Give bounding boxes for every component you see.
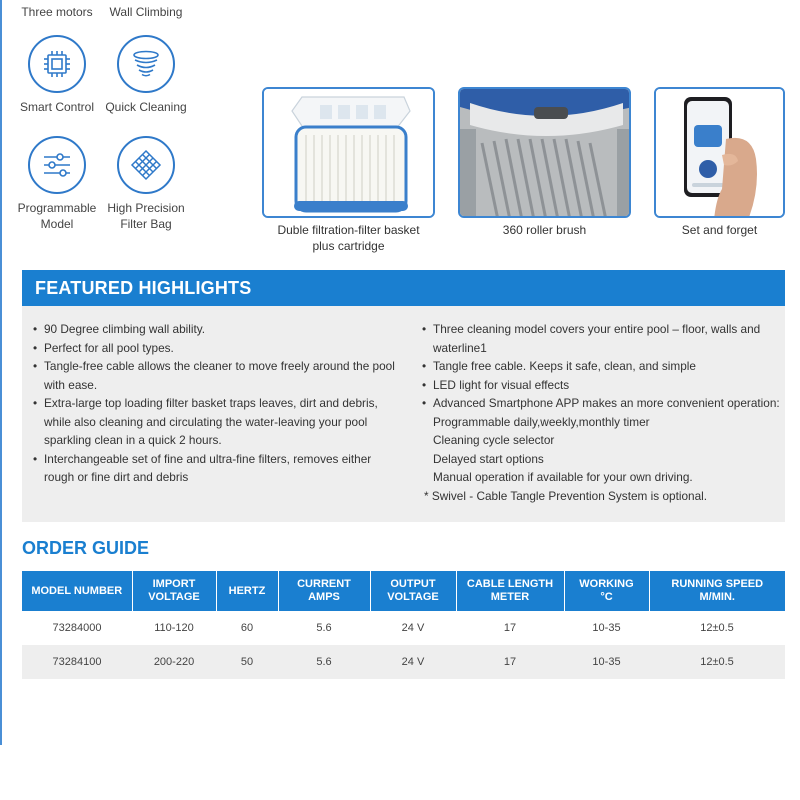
mesh-icon	[117, 136, 175, 194]
list-item-continuation: sparkling clean in a quick 2 hours.	[44, 433, 222, 447]
cell-running-speed: 12±0.5	[700, 622, 734, 634]
list-sub-item: Programmable daily,weekly,monthly timer	[433, 414, 650, 429]
feature-wall-climbing	[91, 4, 201, 20]
smartphone-app-photo	[654, 87, 785, 218]
list-item: • Tangle-free cable allows the cleaner to move freely around the pool	[33, 357, 408, 376]
feature-label: Smart Control	[19, 100, 95, 114]
roller-brush-caption: 360 roller brush	[502, 223, 587, 237]
order-guide-title: ORDER GUIDE	[22, 538, 150, 558]
filter-basket-caption: Duble filtration-filter basket plus cartridge	[277, 223, 420, 253]
cell-import-voltage: 110-120	[154, 622, 194, 634]
list-item: • Tangle free cable. Keeps it safe, clean, and simple	[422, 357, 780, 376]
column-header-current-amps: CURRENT AMPS	[278, 571, 370, 611]
highlights-title: FEATURED HIGHLIGHTS	[35, 278, 252, 298]
list-item-continuation: with ease.	[44, 377, 98, 392]
order-guide-table	[22, 571, 785, 679]
cell-model-number: 73284000	[52, 622, 102, 634]
cell-import-voltage: 200-220	[132, 645, 216, 679]
feature-label: Programmable Model	[17, 201, 97, 231]
column-header-output-voltage: OUTPUT VOLTAGE	[370, 571, 456, 611]
column-header-hertz: HERTZ	[216, 571, 278, 611]
column-header-running-speed: RUNNING SPEED M/MIN.	[649, 571, 785, 611]
list-sub-item: Cleaning cycle selector	[433, 433, 555, 447]
table-header-row	[22, 571, 785, 611]
feature-quick-cleaning	[91, 35, 201, 115]
feature-label: Three motors	[21, 5, 93, 19]
feature-filter-bag	[91, 136, 201, 232]
cell-cable-length: 17	[503, 622, 517, 634]
highlights-banner	[22, 270, 785, 306]
set-and-forget-caption: Set and forget	[681, 223, 758, 237]
tornado-icon	[117, 35, 175, 93]
optional-note: * Swivel - Cable Tangle Prevention System is optional.	[424, 488, 708, 503]
highlights-right-column	[422, 320, 780, 505]
list-item: • Three cleaning model covers your entire pool – floor, walls and	[422, 320, 780, 339]
cell-output-voltage: 24 V	[401, 622, 425, 634]
cell-working-temp: 10-35	[564, 645, 649, 679]
feature-label: High Precision Filter Bag	[107, 201, 185, 231]
list-item: • Interchangeable set of fine and ultra-fine filters, removes either	[33, 450, 408, 469]
list-sub-item: Manual operation if available for your own driving.	[433, 470, 693, 484]
cell-current-amps: 5.6	[278, 645, 370, 679]
list-item: • 90 Degree climbing wall ability.	[33, 320, 408, 339]
list-item: • Advanced Smartphone APP makes an more convenient operation:	[422, 394, 780, 413]
list-item: • Extra-large top loading filter basket traps leaves, dirt and debris,	[33, 394, 408, 413]
cell-cable-length: 17	[456, 645, 564, 679]
list-item: • Perfect for all pool types.	[33, 339, 408, 358]
column-header-cable-length: CABLE LENGTH METER	[456, 571, 564, 611]
feature-label: Quick Cleaning	[105, 100, 187, 114]
cell-hertz: 50	[216, 645, 278, 679]
column-header-model-number: MODEL NUMBER	[22, 571, 132, 611]
list-sub-item: Delayed start options	[433, 451, 544, 466]
chip-icon	[28, 35, 86, 93]
filter-basket-photo	[262, 87, 435, 218]
table-row	[22, 645, 785, 679]
roller-brush-photo	[458, 87, 631, 218]
list-item-continuation: waterline1	[433, 340, 487, 355]
table-row	[22, 611, 785, 645]
cell-hertz: 60	[240, 622, 254, 634]
cell-current-amps: 5.6	[316, 622, 332, 634]
cell-working-temp: 10-35	[592, 622, 621, 634]
cell-output-voltage: 24 V	[370, 645, 456, 679]
list-item: • LED light for visual effects	[422, 376, 780, 395]
list-item-continuation: while also cleaning and circulating the water-leaving your pool	[44, 414, 368, 429]
column-header-import-voltage: IMPORT VOLTAGE	[132, 571, 216, 611]
sliders-icon	[28, 136, 86, 194]
cell-running-speed: 12±0.5	[649, 645, 785, 679]
highlights-left-column	[33, 320, 408, 487]
cell-model-number: 73284100	[22, 645, 132, 679]
feature-label: Wall Climbing	[109, 5, 183, 19]
column-header-working-temp: WORKING °C	[564, 571, 649, 611]
list-item-continuation: rough or fine dirt and debris	[44, 470, 189, 484]
